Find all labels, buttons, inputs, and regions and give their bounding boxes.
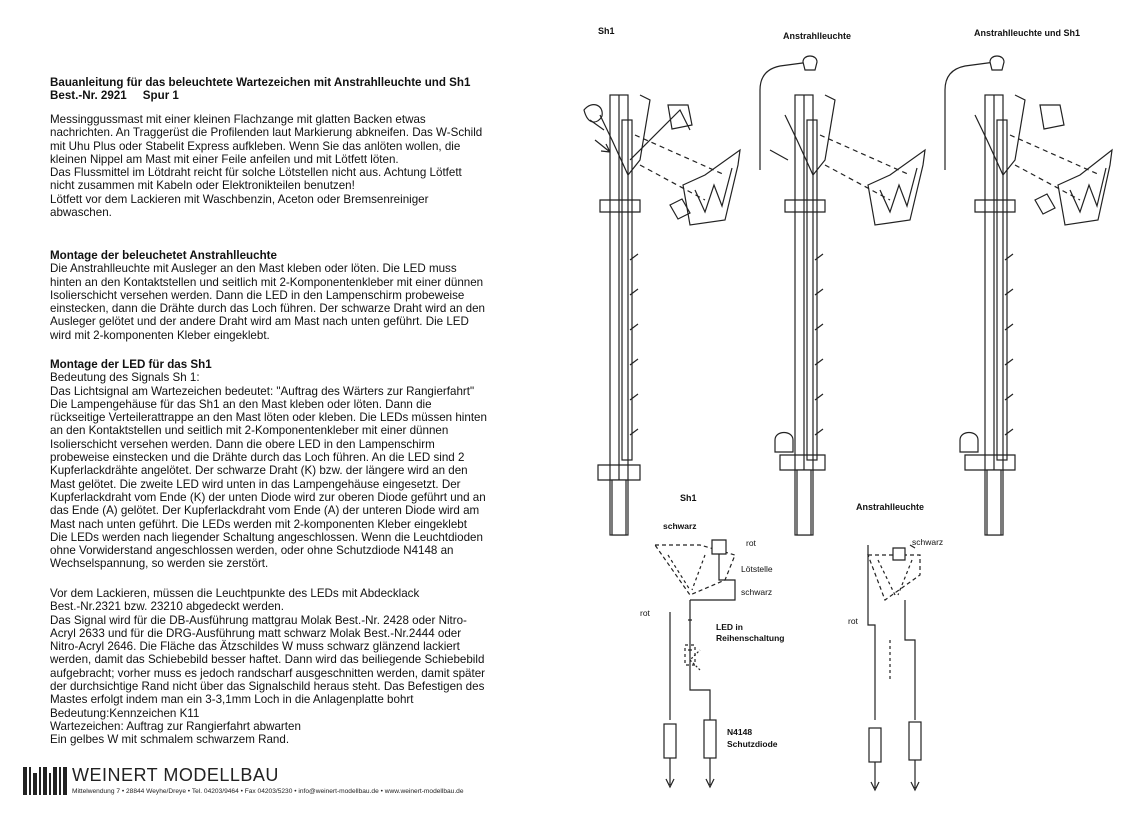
section-line: ohne Vorwiderstand angeschlossen werden, oder ohne Schutzdiode N4148 an (50, 544, 454, 558)
intro-line: abwaschen. (50, 206, 112, 220)
section-line: probeweise einstecken und die Drähte durch das Loch führen. An die LED sind 2 (50, 451, 465, 465)
section-line: aufgebracht; vorher muss es jedoch randscharf ausgeschnitten werden, damit später (50, 666, 486, 680)
title-line-1: Bauanleitung für das beleuchtete Wartezeichen mit Anstrahlleuchte und Sh1 (50, 76, 471, 89)
section-line: Kupferlackdrähte angelötet. Der schwarze Draht (K) bzw. der längere wird an den (50, 464, 468, 478)
label-rot-left: rot (640, 608, 650, 618)
figure-label-anstrahlleuchte: Anstrahlleuchte (783, 31, 852, 41)
section-heading: Montage der LED für das Sh1 (50, 358, 212, 371)
section-line: das Ende (A) gelötet. Der Kupferlackdraht vom Ende (A) der unteren Diode wird am (50, 504, 480, 518)
title-line-2: Best.-Nr. 2921 Spur 1 (50, 89, 179, 103)
section-line: Die Lampengehäuse für das Sh1 an den Mast kleben oder löten. Dann die (50, 397, 432, 411)
section-line: Bedeutung:Kennzeichen K11 (50, 706, 200, 720)
section-line: Nitro-Acryl 2646. Die Fläche das Ätzschildes W muss schwarz glänzend lackiert (50, 640, 460, 654)
section-line: Mast gelötet. Die zweite LED wird unten in das Lampengehäuse eingesetzt. Der (50, 477, 461, 491)
section-line: der durchsichtige Rand nicht über das Signalschild heraus steht. Das Befestigen des (50, 680, 485, 694)
section-line: Bedeutung des Signals Sh 1: (50, 371, 200, 385)
wiring-anstrahl-title: Anstrahlleuchte (856, 502, 925, 512)
section-line: Die Anstrahlleuchte mit Ausleger an den Mast kleben oder löten. Die LED muss (50, 262, 457, 276)
section-line: Das Signal wird für die DB-Ausführung mattgrau Molak Best.-Nr. 2428 oder Nitro- (50, 613, 467, 627)
mast-combined-drawing (945, 56, 1112, 535)
section-line: werden, damit das Schiebebild besser haftet. Dann wird das beiliegende Schiebebild (50, 653, 485, 667)
intro-line: mit Uhu Plus oder Stabelit Express aufkleben. Wenn Sie das anlöten wollen, die (50, 139, 461, 153)
section-line: einstecken, dann die Drähte durch das Loch führen. Der schwarze Draht wird an den (50, 302, 486, 316)
label-schwarz-2: schwarz (741, 587, 773, 597)
label-led-series-2: Reihenschaltung (716, 633, 785, 643)
section-line: Vor dem Lackieren, müssen die Leuchtpunkte des LEDs mit Abdecklack (50, 587, 420, 600)
section-line: Wartezeichen: Auftrag zur Rangierfahrt abwarten (50, 719, 301, 733)
label-anstrahl-rot: rot (848, 616, 858, 626)
wiring-diagram-anstrahlleuchte (868, 545, 921, 790)
label-led-series-1: LED in (716, 622, 743, 632)
mast-sh1-drawing (584, 95, 740, 535)
wiring-sh1-title: Sh1 (680, 493, 697, 503)
section-line: Wechselspannung, so werden sie zerstört. (50, 557, 269, 571)
section-line: Das Lichtsignal am Wartezeichen bedeutet: "Auftrag des Wärters zur Rangierfahrt" (50, 384, 475, 398)
section-line: Isolierschicht versehen werden. Dann die LED in den Lampenschirm probeweise (50, 288, 465, 302)
section-line: Acryl 2633 und für die DRG-Ausführung matt schwarz Molak Best.-Nr.2444 oder (50, 626, 462, 640)
section-line: hinten an den Kontaktstellen und seitlich mit 2-Komponentenkleber mit einer dünnen (50, 275, 484, 289)
intro-line: Lötfett vor dem Lackieren mit Waschbenzin, Aceton oder Bremsenreiniger (50, 192, 429, 206)
section-line: Ausleger gelötet und der andere Draht wird am Mast nach unten geführt. Die LED (50, 315, 469, 329)
section-line: Kupferlackdraht vom Ende (K) der unten Diode wird zur oberen Diode geführt und an (50, 490, 486, 504)
footer-address: Mittelwendung 7 • 28844 Weyhe/Dreye • Tel. 04203/9464 • Fax 04203/5230 • info@weinert-modellbau.de • www.weinert-modellbau.de (72, 788, 464, 795)
intro-line: nicht zusammen mit Kabeln oder Elektronikteilen benutzen! (50, 179, 355, 193)
mast-anstrahlleuchte-drawing (760, 56, 925, 535)
section-line: an den Kontaktstellen und seitlich mit 2-Komponentenkleber mit einer dünnen (50, 424, 449, 438)
section-line: Die LEDs werden nach liegender Schaltung angeschlossen. Wenn die Leuchtdioden (50, 530, 483, 544)
label-anstrahl-schwarz: schwarz (912, 537, 944, 547)
figure-label-combined: Anstrahlleuchte und Sh1 (974, 28, 1081, 38)
intro-line: Das Flussmittel im Lötdraht reicht für solche Lötstellen nicht aus. Achtung Lötfett (50, 166, 462, 180)
intro-line: nachrichten. An Traggerüst die Profilenden laut Markierung abkneifen. Das W-Schild (50, 126, 483, 140)
section-heading: Montage der beleuchetet Anstrahlleuchte (50, 249, 277, 262)
brand-name: WEINERT MODELLBAU (72, 765, 279, 785)
figure-label-sh1: Sh1 (598, 26, 615, 36)
section-line: Best.-Nr.2321 bzw. 23210 abgedeckt werden. (50, 600, 284, 614)
section-line: wird mit 2-komponenten Kleber eingeklebt. (50, 328, 270, 342)
section-line: rückseitige Verteilerattrappe an den Mast löten oder kleben. Die LEDs müssen hinten (50, 411, 487, 425)
section-line: Ein gelbes W mit schmalem schwarzem Rand. (50, 733, 290, 747)
intro-line: kleinen Nippel am Mast mit einer Feile anfeilen und mit Lötfett löten. (50, 152, 399, 166)
label-diode-2: Schutzdiode (727, 739, 778, 749)
section-line: Mastes erfolgt indem man ein 3-3,1mm Loch in die Anlagenplatte bohrt (50, 693, 414, 707)
section-line: Isolierschicht versehen werden. Dann die obere LED in den Lampenschirm (50, 437, 435, 451)
intro-line: Messinggussmast mit einer kleinen Flachzange mit glatten Backen etwas (50, 113, 426, 126)
label-diode-1: N4148 (727, 727, 753, 737)
label-loetstelle: Lötstelle (741, 564, 773, 574)
wiring-diagram-sh1 (655, 540, 735, 787)
label-rot: rot (746, 538, 756, 548)
label-schwarz: schwarz (663, 521, 697, 531)
section-line: Mast nach unten geführt. Die LEDs werden mit 2-komponenten Kleber eingeklebt (50, 517, 467, 531)
